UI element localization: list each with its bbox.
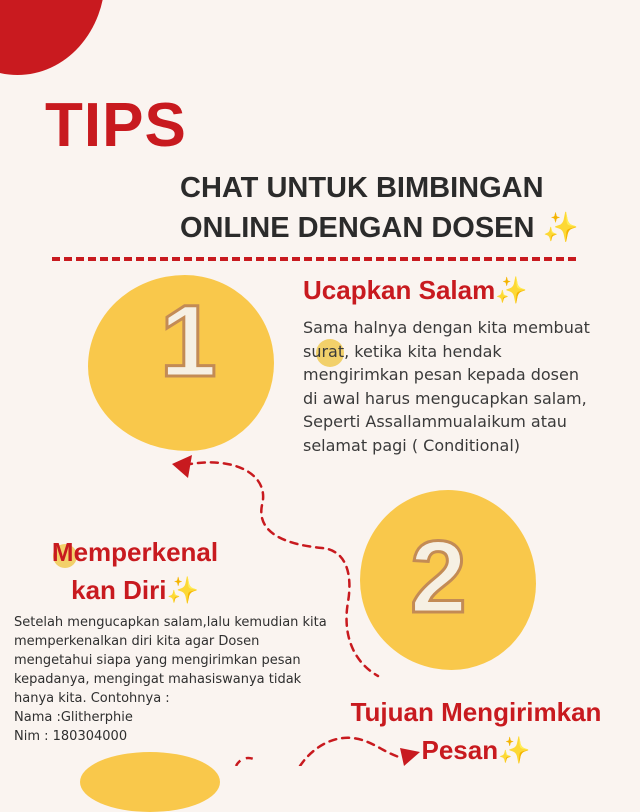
step-1-description: Sama halnya dengan kita membuat surat, ketika kita hendak mengirimkan pesan kepada dosen di awal harus mengucapkan salam, Seperti Assallammualaikum atau selamat pagi ( Conditional) xyxy=(303,318,590,455)
subtitle-line-2: ONLINE DENGAN DOSEN ✨ xyxy=(180,212,579,244)
page-title: TIPS xyxy=(45,91,187,160)
example-nim: Nim : 180304000 xyxy=(14,729,128,744)
sparkle-icon: ✨ xyxy=(542,212,579,244)
example-name: Nama :Glitherphie xyxy=(14,710,133,725)
step-3-title: Tujuan Mengirimkan Pesan✨ xyxy=(350,697,602,765)
sparkle-icon: ✨ xyxy=(166,575,199,605)
subtitle-line-1: CHAT UNTUK BIMBINGAN xyxy=(180,172,544,204)
step-1-title: Ucapkan Salam✨ xyxy=(303,275,528,305)
step-2-number: 2 xyxy=(410,520,467,634)
step-2-title: Memperkenal kan Diri✨ xyxy=(51,537,219,605)
arrow-head-icon xyxy=(172,455,192,478)
sparkle-icon: ✨ xyxy=(495,275,528,305)
step-1-number: 1 xyxy=(160,284,217,398)
sparkle-icon: ✨ xyxy=(498,735,531,765)
step-2-description: Setelah mengucapkan salam,lalu kemudian kita memperkenalkan diri kita agar Dosen mengetahui siapa yang mengirimkan pesan kepadanya, mengingat mahasiswanya tidak hanya kita. Contohnya : Nama :Glitherphie Nim : 180304000 xyxy=(14,613,334,746)
